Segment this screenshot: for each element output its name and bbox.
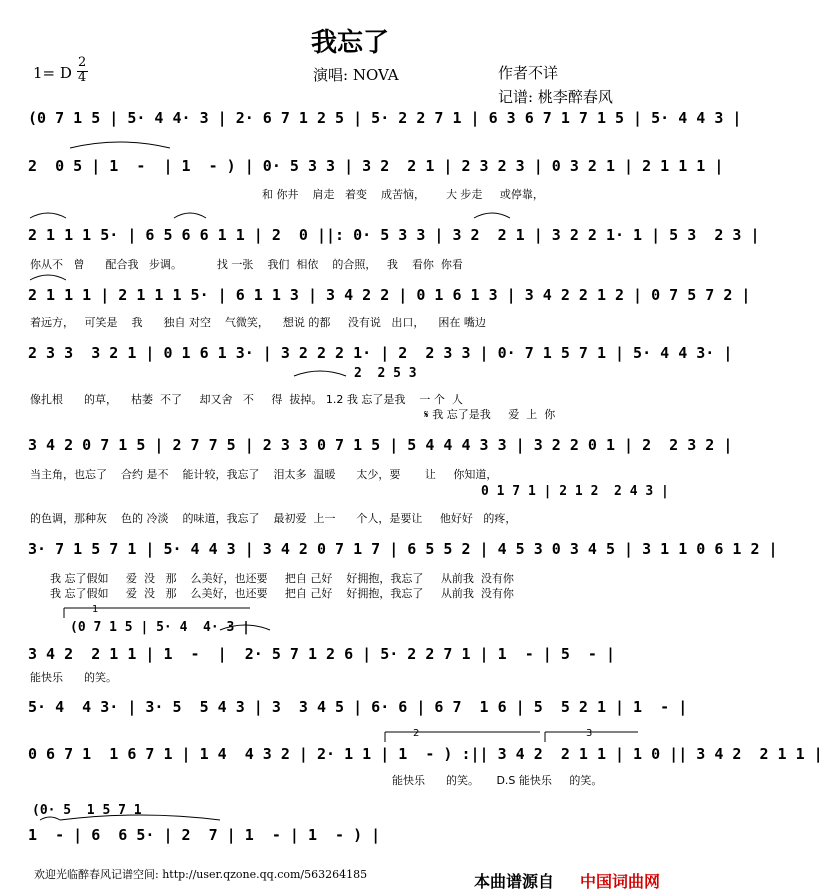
slur (294, 371, 346, 376)
score-row-6-alt-lyrics: 的色调，那种灰 色的 冷淡 的味道，我忘了 最初爱 上一 个人，是要让 他好好 的疼， (30, 512, 517, 525)
footer-source-label: 本曲谱源自 (474, 872, 555, 891)
score-row-4-lyrics: 着远方， 可笑是 我 独自 对空 气微笑， 想说 的都 没有说 出口， 困在 嘴边 (30, 316, 486, 329)
time-signature-numerator: 2 (78, 55, 87, 70)
score-row-8-lyrics: 能快乐 的笑。 (30, 671, 117, 684)
score-row-11-pre-notes: (0· 5 1 5 7 1 (32, 803, 142, 818)
slur (30, 213, 66, 218)
score-row-5-notes: 2 3 3 3 2 1 | 0 1 6 1 3· | 3 2 2 2 1· | 2 2 3 3 | 0· 7 1 5 7 1 | 5· 4 4 3· | (28, 344, 733, 362)
score-row-10-lyrics: 能快乐 的笑。 D.S 能快乐 的笑。 (392, 774, 603, 787)
slur (60, 815, 220, 820)
singer: 演唱: NOVA (313, 66, 399, 84)
score-row-3-lyrics: 你从不 曾 配合我 步调。 找 一张 我们 相依 的合照， 我 看你 你看 (30, 258, 463, 271)
score-row-7-alt-lyrics: 我 忘了假如 爱 没 那 么美好，也还要 把自 己好 好拥抱，我忘了 从前我 没有你 (50, 587, 514, 600)
score-row-9-notes: 5· 4 4 3· | 3· 5 5 4 3 | 3 3 4 5 | 6· 6 | 6 7 1 6 | 5 5 2 1 | 1 - | (28, 698, 688, 716)
score-row-5-lyrics: 像扎根 的草， 枯萎 不了 却又舍 不 得 拔掉。 1.2 我 忘了是我 一 个 人 (30, 393, 463, 406)
score-row-6-notes: 3 4 2 0 7 1 5 | 2 7 7 5 | 2 3 3 0 7 1 5 | 5 4 4 4 3 3 | 3 2 2 0 1 | 2 2 3 2 | (28, 436, 733, 454)
score-row-6-alt-notes: 0 1 7 1 | 2 1 2 2 4 3 | (481, 484, 669, 499)
score-row-1-notes: (0 7 1 5 | 5· 4 4· 3 | 2· 6 7 1 2 5 | 5· 2 2 7 1 | 6 3 6 7 1 7 1 5 | 5· 4 4 3 | (28, 109, 742, 127)
score-row-10-notes: 0 6 7 1 1 6 7 1 | 1 4 4 3 2 | 2· 1 1 | 1 - ) :|| 3 4 2 2 1 1 | 1 0 || 3 4 2 2 1 1 | (28, 745, 823, 763)
score-row-11-notes: 1 - | 6 6 5· | 2 7 | 1 - | 1 - ) | (28, 826, 381, 844)
score-row-5-alt-notes: 2 2 5 3 (354, 366, 417, 381)
score-row-7-lyrics: 我 忘了假如 爱 没 那 么美好，也还要 把自 己好 好拥抱，我忘了 从前我 没有你 (50, 572, 514, 585)
score-row-8-pre-notes: (0 7 1 5 | 5· 4 4· 3 | (70, 620, 251, 635)
transcriber: 记谱: 桃李醉春风 (498, 88, 613, 106)
footer-credit: 欢迎光临醉春风记谱空间: http://user.qzone.qq.com/563264185 (34, 868, 368, 881)
time-signature-denominator: 4 (78, 70, 87, 85)
score-row-4-notes: 2 1 1 1 | 2 1 1 1 5· | 6 1 1 3 | 3 4 2 2 | 0 1 6 1 3 | 3 4 2 2 1 2 | 0 7 5 7 2 | (28, 286, 751, 304)
volta-2-label: 2 (413, 728, 420, 739)
volta-3-label: 3 (586, 728, 593, 739)
score-row-2-lyrics: 和 你井 肩走 着变 成苦恼， 大 步走 或停靠， (262, 188, 544, 201)
footer-site-name: 中国词曲网 (580, 872, 661, 891)
score-row-3-notes: 2 1 1 1 5· | 6 5 6 6 1 1 | 2 0 ||: 0· 5 3 3 | 3 2 2 1 | 3 2 2 1· 1 | 5 3 2 3 | (28, 226, 760, 244)
slur (30, 275, 66, 280)
author: 作者不详 (498, 64, 559, 82)
score-row-2-notes: 2 0 5 | 1 - | 1 - ) | 0· 5 3 3 | 3 2 2 1 | 2 3 2 3 | 0 3 2 1 | 2 1 1 1 | (28, 157, 724, 175)
slur (70, 142, 170, 148)
slur (220, 625, 270, 630)
slur (40, 817, 60, 820)
song-title: 我忘了 (311, 28, 390, 58)
volta-1-label: 1 (92, 604, 99, 615)
score-row-6-lyrics: 当主角，也忘了 合约 是不 能计较，我忘了 泪太多 温暖 太少，要 让 你知道， (30, 468, 498, 481)
key-signature: 1= D (33, 64, 72, 82)
score-row-7-notes: 3· 7 1 5 7 1 | 5· 4 4 3 | 3 4 2 0 7 1 7 | 6 5 5 2 | 4 5 3 0 3 4 5 | 3 1 1 0 6 1 2 | (28, 540, 778, 558)
slur (174, 213, 206, 218)
score-row-5-segno-lyrics: 𝄋 我 忘了是我 爱 上 你 (424, 408, 556, 421)
slur (474, 213, 510, 218)
score-row-8-notes: 3 4 2 2 1 1 | 1 - | 2· 5 7 1 2 6 | 5· 2 2 7 1 | 1 - | 5 - | (28, 645, 615, 663)
